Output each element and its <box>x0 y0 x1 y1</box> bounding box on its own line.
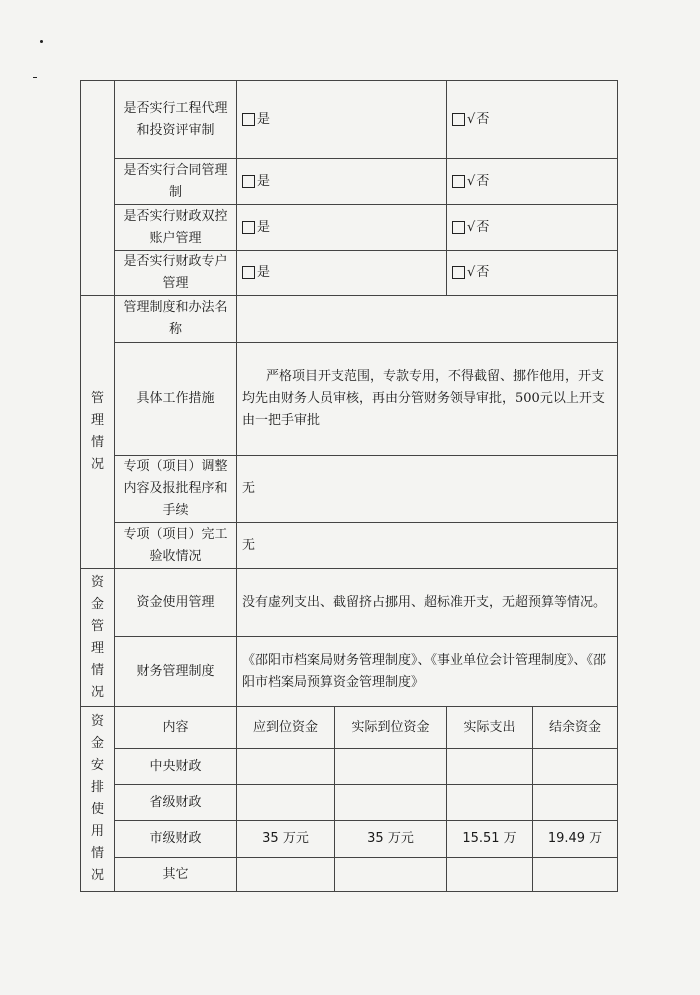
approval-side-cell <box>81 81 115 296</box>
approval-label: 是否实行工程代理和投资评审制 <box>115 81 237 159</box>
approval-label: 是否实行财政专户管理 <box>115 251 237 296</box>
table-row <box>81 749 618 785</box>
fund-source: 其它 <box>115 858 237 892</box>
balance-funds <box>533 785 618 821</box>
fund-source: 中央财政 <box>115 749 237 785</box>
management-value: 无 <box>237 456 618 523</box>
management-label: 具体工作措施 <box>115 343 237 456</box>
column-header: 实际到位资金 <box>335 707 447 749</box>
column-header: 实际支出 <box>447 707 533 749</box>
check-mark-icon: √ <box>467 265 476 280</box>
approval-label: 是否实行合同管理制 <box>115 159 237 205</box>
no-label: 否 <box>476 173 490 189</box>
project-form-table <box>80 80 618 892</box>
management-label: 专项（项目）完工验收情况 <box>115 523 237 569</box>
management-row <box>81 523 618 569</box>
check-mark-icon: √ <box>467 111 476 127</box>
spent-funds <box>447 749 533 785</box>
management-value: 无 <box>237 523 618 569</box>
fund-management-value: 没有虚列支出、截留挤占挪用、超标准开支，无超预算等情况。 <box>237 569 618 637</box>
checkbox-icon[interactable] <box>242 266 255 279</box>
actual-funds: 35 万元 <box>335 821 447 858</box>
management-row <box>81 296 618 343</box>
checkbox-icon[interactable] <box>242 113 255 126</box>
management-label: 专项（项目）调整内容及报批程序和手续 <box>115 456 237 523</box>
no-option[interactable] <box>447 81 618 159</box>
no-option[interactable] <box>447 251 618 296</box>
checkbox-icon[interactable] <box>242 221 255 234</box>
scan-dash <box>33 77 37 78</box>
column-header: 应到位资金 <box>237 707 335 749</box>
no-option[interactable] <box>447 159 618 205</box>
column-header: 结余资金 <box>533 707 618 749</box>
actual-funds <box>335 858 447 892</box>
due-funds <box>237 858 335 892</box>
approval-row <box>81 81 618 159</box>
no-label: 否 <box>476 219 490 235</box>
spent-funds: 15.51 万 <box>447 821 533 858</box>
management-label: 管理制度和办法名称 <box>115 296 237 343</box>
approval-label: 是否实行财政双控账户管理 <box>115 205 237 251</box>
management-side-label: 管理情况 <box>81 296 115 569</box>
work-measures-text: 严格项目开支范围，专款专用，不得截留、挪作他用，开支均先由财务人员审核，再由分管财务领导审批，500元以上开支由一把手审批 <box>237 343 618 456</box>
balance-funds <box>533 858 618 892</box>
check-mark-icon: √ <box>467 219 476 235</box>
table-row <box>81 821 618 858</box>
fund-management-value: 《邵阳市档案局财务管理制度》、《事业单位会计管理制度》、《邵阳市档案局预算资金管理制度》 <box>237 637 618 707</box>
fund-arrangement-side-label: 资金安排使用情况 <box>81 707 115 892</box>
yes-label: 是 <box>257 111 271 127</box>
spent-funds <box>447 785 533 821</box>
balance-funds: 19.49 万 <box>533 821 618 858</box>
checkbox-icon[interactable] <box>452 221 465 234</box>
fund-source: 省级财政 <box>115 785 237 821</box>
fund-management-row <box>81 637 618 707</box>
fund-management-label: 财务管理制度 <box>115 637 237 707</box>
scan-dot <box>40 40 43 43</box>
yes-label: 是 <box>257 265 271 280</box>
no-option[interactable] <box>447 205 618 251</box>
balance-funds <box>533 749 618 785</box>
checkbox-icon[interactable] <box>452 266 465 279</box>
management-value <box>237 296 618 343</box>
fund-source: 市级财政 <box>115 821 237 858</box>
due-funds <box>237 785 335 821</box>
checkbox-icon[interactable] <box>452 113 465 126</box>
actual-funds <box>335 785 447 821</box>
yes-option[interactable] <box>237 159 447 205</box>
checkbox-icon[interactable] <box>242 175 255 188</box>
yes-option[interactable] <box>237 81 447 159</box>
yes-label: 是 <box>257 219 271 235</box>
no-label: 否 <box>476 265 490 280</box>
check-mark-icon: √ <box>467 173 476 189</box>
actual-funds <box>335 749 447 785</box>
fund-management-row <box>81 569 618 637</box>
spent-funds <box>447 858 533 892</box>
yes-label: 是 <box>257 173 271 189</box>
table-row <box>81 858 618 892</box>
checkbox-icon[interactable] <box>452 175 465 188</box>
due-funds: 35 万元 <box>237 821 335 858</box>
approval-row <box>81 159 618 205</box>
yes-option[interactable] <box>237 251 447 296</box>
fund-arrangement-header-row <box>81 707 618 749</box>
no-label: 否 <box>476 111 490 127</box>
column-header: 内容 <box>115 707 237 749</box>
due-funds <box>237 749 335 785</box>
yes-option[interactable] <box>237 205 447 251</box>
management-row <box>81 343 618 456</box>
fund-management-label: 资金使用管理 <box>115 569 237 637</box>
table-row <box>81 785 618 821</box>
fund-management-side-label: 资金管理情况 <box>81 569 115 707</box>
approval-row <box>81 251 618 296</box>
management-row <box>81 456 618 523</box>
approval-row <box>81 205 618 251</box>
